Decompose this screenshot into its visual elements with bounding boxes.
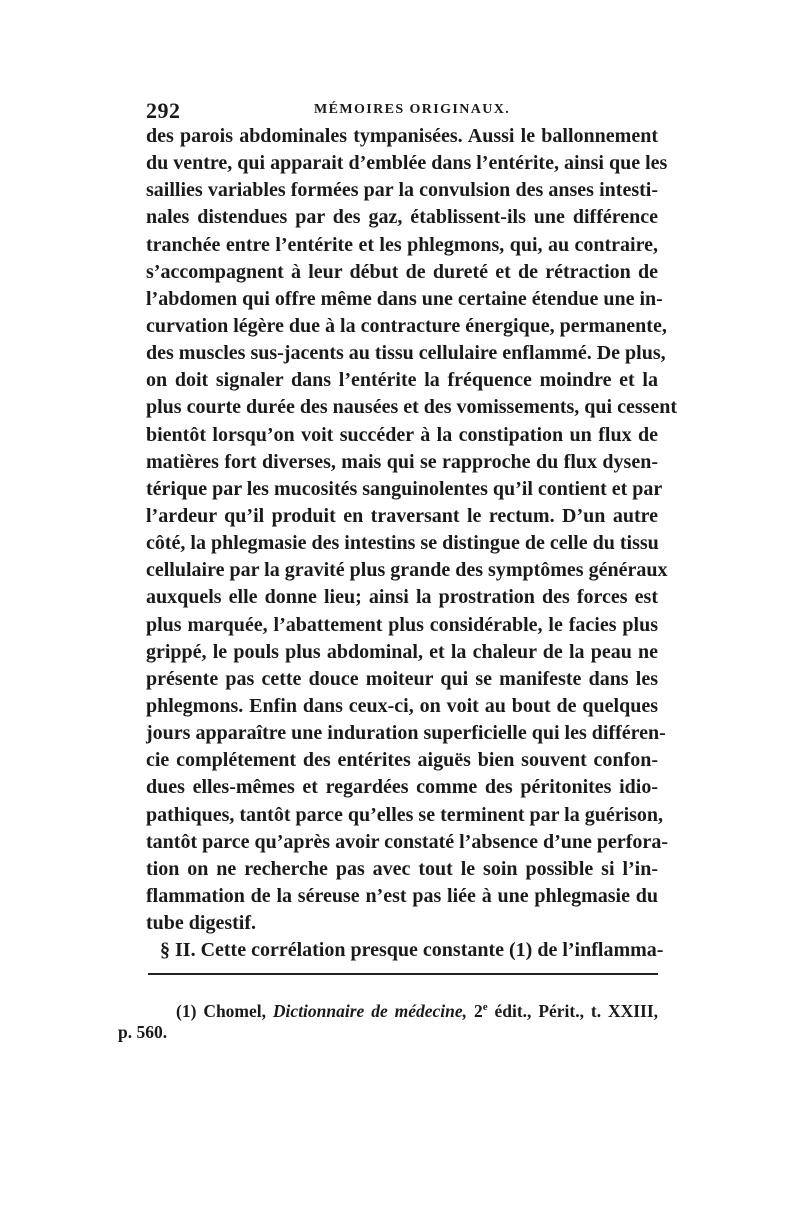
text-line: tranchée entre l’entérite et les phlegmons, qui, au contraire,: [146, 233, 658, 256]
text-line: tube digestif.: [146, 912, 256, 935]
text-line: plus marquée, l’abattement plus considérable, le facies plus: [146, 613, 658, 636]
text-line: plus courte durée des nausées et des vomissements, qui cessent: [146, 396, 678, 419]
text-line: grippé, le pouls plus abdominal, et la chaleur de la peau ne: [146, 640, 658, 663]
running-title: MÉMOIRES ORIGINAUX.: [314, 102, 511, 117]
text-line: côté, la phlegmasie des intestins se distingue de celle du tissu: [146, 532, 659, 555]
footnote-line: [146, 995, 658, 1020]
text-line: térique par les mucosités sanguinolentes qu’il contient et par: [146, 477, 663, 500]
text-line: on doit signaler dans l’entérite la fréquence moindre et la: [146, 369, 658, 392]
text-line: auxquels elle donne lieu; ainsi la prostration des forces est: [146, 586, 658, 609]
footnote: [118, 995, 659, 1045]
text-line: cie complétement des entérites aiguës bien souvent confon-: [146, 749, 658, 772]
text-line: des parois abdominales tympanisées. Aussi le ballonnement: [146, 125, 658, 147]
text-line: tantôt parce qu’après avoir constaté l’absence d’une perfora-: [146, 830, 668, 853]
text-line: jours apparaître une induration superficielle qui les différen-: [146, 722, 666, 745]
body-text: [146, 123, 678, 964]
text-line: du ventre, qui apparait d’emblée dans l’entérite, ainsi que les: [146, 152, 668, 175]
section-line: § II. Cette corrélation presque constante (1) de l’inflamma-: [160, 939, 664, 962]
text-line: l’ardeur qu’il produit en traversant le rectum. D’un autre: [146, 504, 658, 527]
text-line: matières fort diverses, mais qui se rapproche du flux dysen-: [146, 450, 658, 473]
text-line: bientôt lorsqu’on voit succéder à la constipation un flux de: [146, 423, 658, 446]
text-line: nales distendues par des gaz, établissent-ils une différence: [146, 206, 658, 229]
footnote-marker: (1): [176, 1000, 197, 1021]
text-line: cellulaire par la gravité plus grande des symptômes généraux: [146, 559, 668, 582]
page-number: 292: [146, 98, 181, 123]
footnote-rule: [148, 973, 658, 975]
text-line: flammation de la séreuse n’est pas liée à une phlegmasie du: [146, 884, 658, 907]
footnote-work: Dictionnaire de médecine,: [272, 1000, 468, 1021]
running-head: [146, 98, 666, 122]
text-line: saillies variables formées par la convulsion des anses intesti-: [146, 179, 658, 202]
footnote-reference: édit., Périt., t. XXIII,: [494, 1000, 659, 1021]
text-line: s’accompagnent à leur début de dureté et de rétraction de: [146, 260, 658, 283]
text-line: phlegmons. Enfin dans ceux-ci, on voit au bout de quelques: [146, 694, 658, 717]
text-line: des muscles sus-jacents au tissu cellulaire enflammé. De plus,: [146, 342, 666, 365]
footnote-line: [118, 1020, 658, 1045]
footnote-page: p. 560.: [118, 1022, 168, 1042]
text-line: pathiques, tantôt parce qu’elles se terminent par la guérison,: [146, 803, 664, 826]
text-line: dues elles-mêmes et regardées comme des péritonites idio-: [146, 776, 658, 799]
text-line: l’abdomen qui offre même dans une certaine étendue une in-: [146, 287, 663, 310]
footnote-author: Chomel,: [203, 1000, 267, 1021]
text-line: curvation légère due à la contracture énergique, permanente,: [146, 314, 667, 337]
footnote-edition: 2e: [473, 1000, 488, 1021]
text-line: présente pas cette douce moiteur qui se manifeste dans les: [146, 667, 658, 690]
text-line: tion on ne recherche pas avec tout le soin possible si l’in-: [146, 857, 658, 880]
